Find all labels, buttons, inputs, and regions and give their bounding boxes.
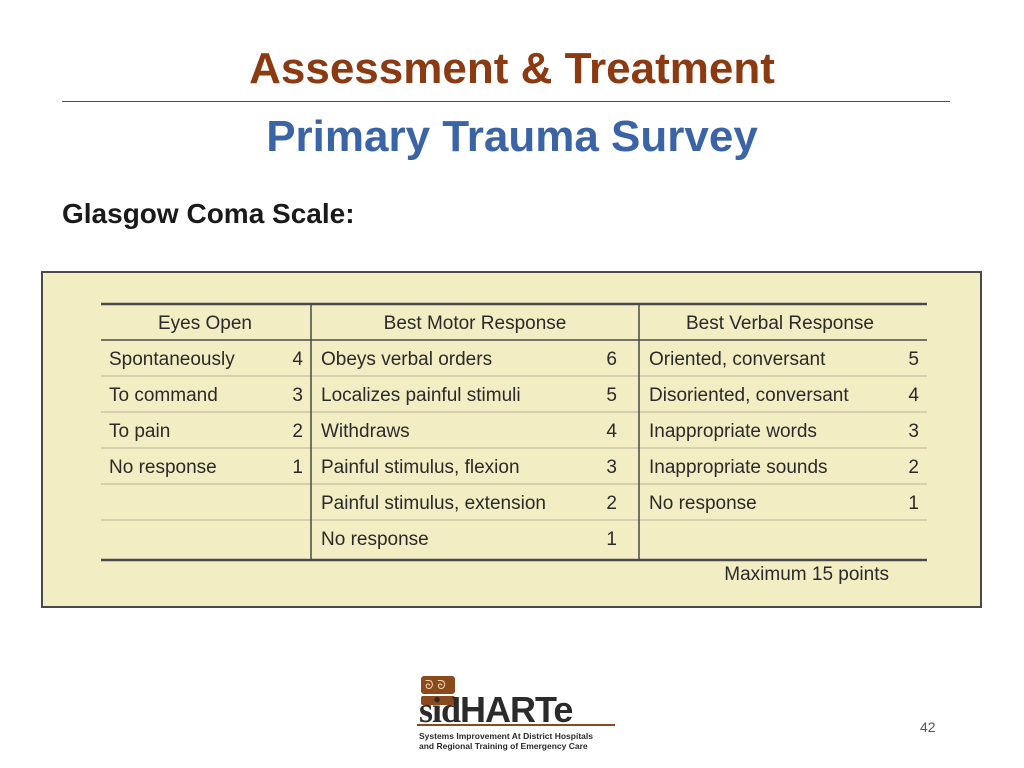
- response-score: 2: [292, 421, 303, 442]
- logo-swirl-icon: ᘐ ᘐ: [425, 678, 446, 692]
- logo-wordmark-main: HARTe: [460, 689, 573, 730]
- response-score: 4: [908, 385, 919, 406]
- logo-tagline-2: and Regional Training of Emergency Care: [419, 741, 588, 751]
- gcs-table: [43, 273, 980, 606]
- response-score: 2: [606, 493, 617, 514]
- response-score: 3: [292, 385, 303, 406]
- response-score: 1: [606, 529, 617, 550]
- sidharte-logo: [417, 671, 617, 751]
- response-label: Withdraws: [321, 421, 410, 442]
- response-score: 1: [908, 493, 919, 514]
- response-label: Inappropriate sounds: [649, 457, 828, 478]
- column-header: Eyes Open: [158, 313, 252, 334]
- response-label: Inappropriate words: [649, 421, 817, 442]
- title-divider: [62, 101, 950, 102]
- scale-heading: Glasgow Coma Scale:: [62, 198, 355, 229]
- max-points-note: Maximum 15 points: [724, 564, 889, 585]
- response-label: Obeys verbal orders: [321, 349, 493, 370]
- response-label: To command: [109, 385, 218, 406]
- response-label: No response: [109, 457, 217, 478]
- page-number: 42: [920, 719, 936, 735]
- response-score: 2: [908, 457, 919, 478]
- logo-wordmark-prefix: sid: [419, 690, 461, 730]
- response-score: 5: [908, 349, 919, 370]
- response-label: To pain: [109, 421, 171, 442]
- response-label: Localizes painful stimuli: [321, 385, 521, 406]
- response-score: 6: [606, 349, 617, 370]
- slide-subtitle: Primary Trauma Survey: [266, 112, 758, 161]
- response-label: Painful stimulus, extension: [321, 493, 546, 514]
- response-score: 1: [292, 457, 303, 478]
- response-label: Disoriented, conversant: [649, 385, 849, 406]
- response-score: 3: [908, 421, 919, 442]
- response-score: 4: [606, 421, 617, 442]
- response-label: Oriented, conversant: [649, 349, 826, 370]
- column-header: Best Motor Response: [383, 313, 567, 334]
- gcs-table-image: [41, 271, 982, 608]
- response-score: 4: [292, 349, 303, 370]
- response-label: No response: [649, 493, 757, 514]
- response-label: No response: [321, 529, 429, 550]
- column-header: Best Verbal Response: [685, 313, 875, 334]
- response-label: Painful stimulus, flexion: [321, 457, 520, 478]
- response-label: Spontaneously: [109, 349, 235, 370]
- logo-tagline-1: Systems Improvement At District Hospitals: [419, 731, 593, 741]
- logo-divider: [417, 724, 615, 726]
- response-score: 3: [606, 457, 617, 478]
- response-score: 5: [606, 385, 617, 406]
- slide-title: Assessment & Treatment: [249, 44, 775, 93]
